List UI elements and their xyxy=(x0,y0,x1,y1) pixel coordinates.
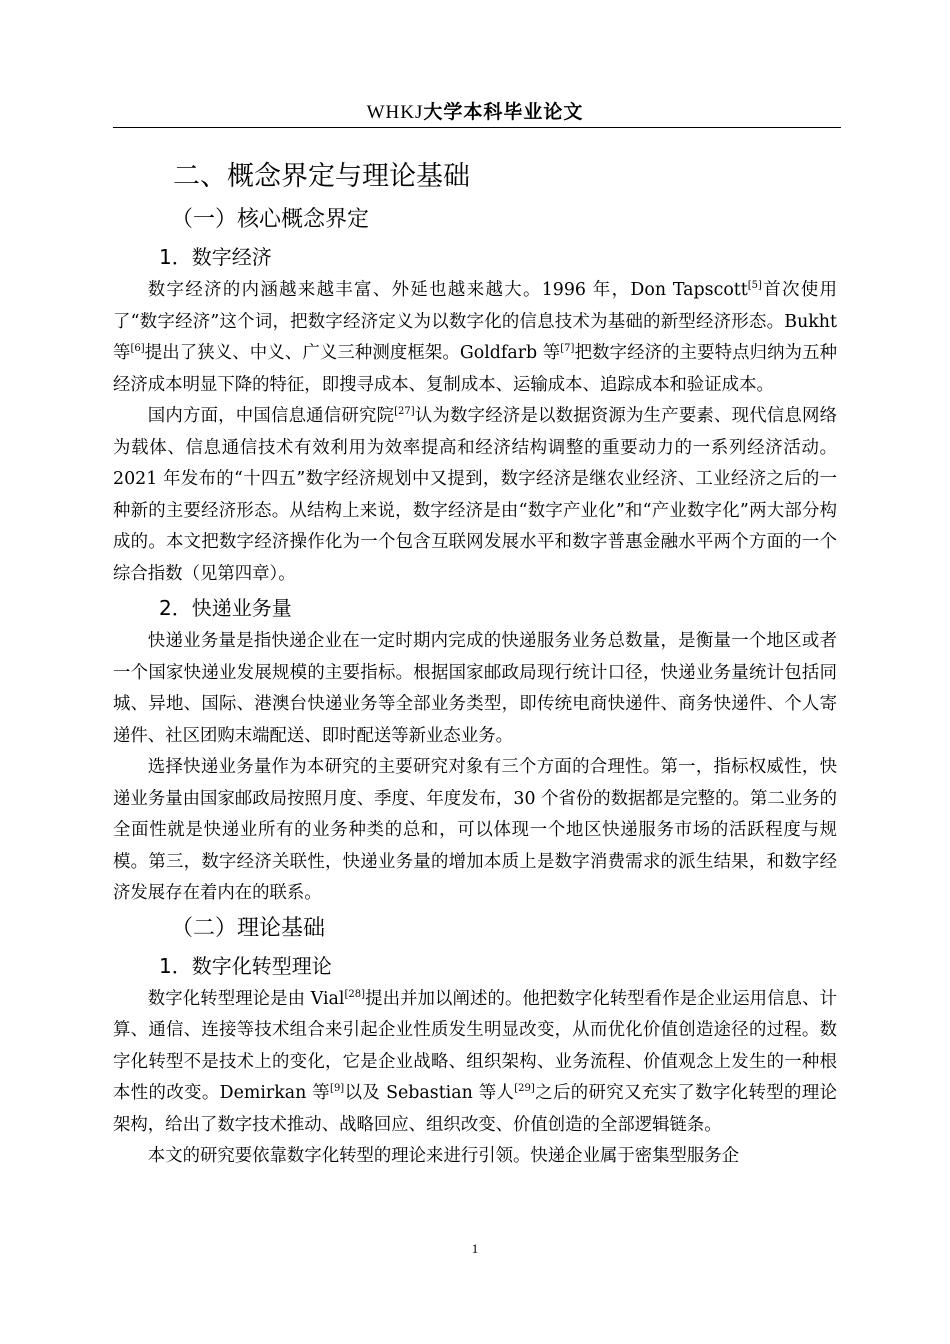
chapter-heading: 二、概念界定与理论基础 xyxy=(173,161,470,192)
text-run: 提出了狭义、中义、广义三种测度框架。Goldfarb 等 xyxy=(144,343,561,363)
running-header xyxy=(0,97,950,124)
text-run: 提出并加以阐述的。他把数字化转型看作是企业运用信息、计算、通信、连接等技术组合来引起企业性质发生明显改变，从而优化价值创造途径的过程。数字化转型不是技术上的变化，它是企业战略、组织架构、业务流程、价值观念上发生的一种根本性的改变。Demirkan 等 xyxy=(113,988,837,1103)
subsection-heading-digital-transformation: 1．数字化转型理论 xyxy=(159,953,332,978)
text-run: 以及 Sebastian 等人 xyxy=(344,1083,515,1103)
paragraph-digital-transformation-1 xyxy=(113,984,837,1142)
body-text xyxy=(113,155,837,1173)
citation-ref: [28] xyxy=(344,988,366,1000)
citation-ref: [6] xyxy=(130,343,145,355)
text-run: 把数字经济的主要特点归纳为五种经济成本明显下降的特征，即搜寻成本、复制成本、运输成本、追踪成本和验证成本。 xyxy=(113,343,837,395)
text-run: 数字化转型理论是由 Vial xyxy=(147,988,345,1009)
citation-ref: [27] xyxy=(394,406,415,418)
header-thesis-title: 大学本科毕业论文 xyxy=(423,101,584,123)
text-run: 首次使用了“数字经济”这个词，把数字经济定义为以数字化的信息技术为基础的新型经济形态。Bukht 等 xyxy=(113,280,837,363)
paragraph-digital-transformation-2: 本文的研究要依靠数字化转型的理论来进行引领。快递企业属于密集型服务企 xyxy=(147,1146,740,1166)
citation-ref: [5] xyxy=(747,280,762,292)
header-rule xyxy=(113,127,841,128)
text-run: 之后的研究又充实了数字化转型的理论架构，给出了数字技术推动、战略回应、组织改变、价值创造的全部逻辑链条。 xyxy=(113,1083,837,1135)
text-run: 国内方面，中国信息通信研究院 xyxy=(147,406,395,426)
citation-ref: [7] xyxy=(560,343,575,355)
section-heading-core-concepts: （一）核心概念界定 xyxy=(171,207,370,232)
header-school-abbrev: WHKJ xyxy=(366,102,424,123)
citation-ref: [9] xyxy=(330,1083,345,1095)
paragraph-express-volume-1: 快递业务量是指快递企业在一定时期内完成的快递服务业务总数量，是衡量一个地区或者一个国家快递业发展规模的主要指标。根据国家邮政局现行统计口径，快递业务量统计包括同城、异地、国际、港澳台快递业务等全部业务类型，即传统电商快递件、商务快递件、个人寄递件、社区团购末端配送、即时配送等新业态业务。 xyxy=(113,631,837,746)
paragraph-express-volume-2: 选择快递业务量作为本研究的主要研究对象有三个方面的合理性。第一，指标权威性，快递业务量由国家邮政局按照月度、季度、年度发布，30 个省份的数据都是完整的。第二业务的全面性就是快递业所有的业务种类的总和，可以体现一个地区快递服务市场的活跃程度与规模。第三，数字经济关联性，快递业务量的增加本质上是数字消费需求的派生结果，和数字经济发展存在着内在的联系。 xyxy=(113,757,837,903)
text-run: 认为数字经济是以数据资源为生产要素、现代信息网络为载体、信息通信技术有效利用为效率提高和经济结构调整的重要动力的一系列经济活动。2021 年发布的“十四五”数字经济规划中又提到，数字经济是继农业经济、工业经济之后的一种新的主要经济形态。从结构上来说，数字经济是由“数字产业化”和“产业数字化”两大部分构成的。本文把数字经济操作化为一个包含互联网发展水平和数字普惠金融水平两个方面的一个综合指数（见第四章）。 xyxy=(113,406,837,584)
subsection-heading-digital-economy: 1．数字经济 xyxy=(159,245,272,269)
paragraph-digital-economy-2 xyxy=(113,401,837,590)
paragraph-digital-economy-1 xyxy=(113,275,837,401)
section-heading-theory: （二）理论基础 xyxy=(171,915,326,941)
citation-ref: [29] xyxy=(514,1083,535,1095)
text-run: 数字经济的内涵越来越丰富、外延也越来越大。1996 年，Don Tapscott xyxy=(147,280,748,300)
subsection-heading-express-volume: 2．快递业务量 xyxy=(159,596,292,620)
page-number: 1 xyxy=(471,1241,479,1256)
